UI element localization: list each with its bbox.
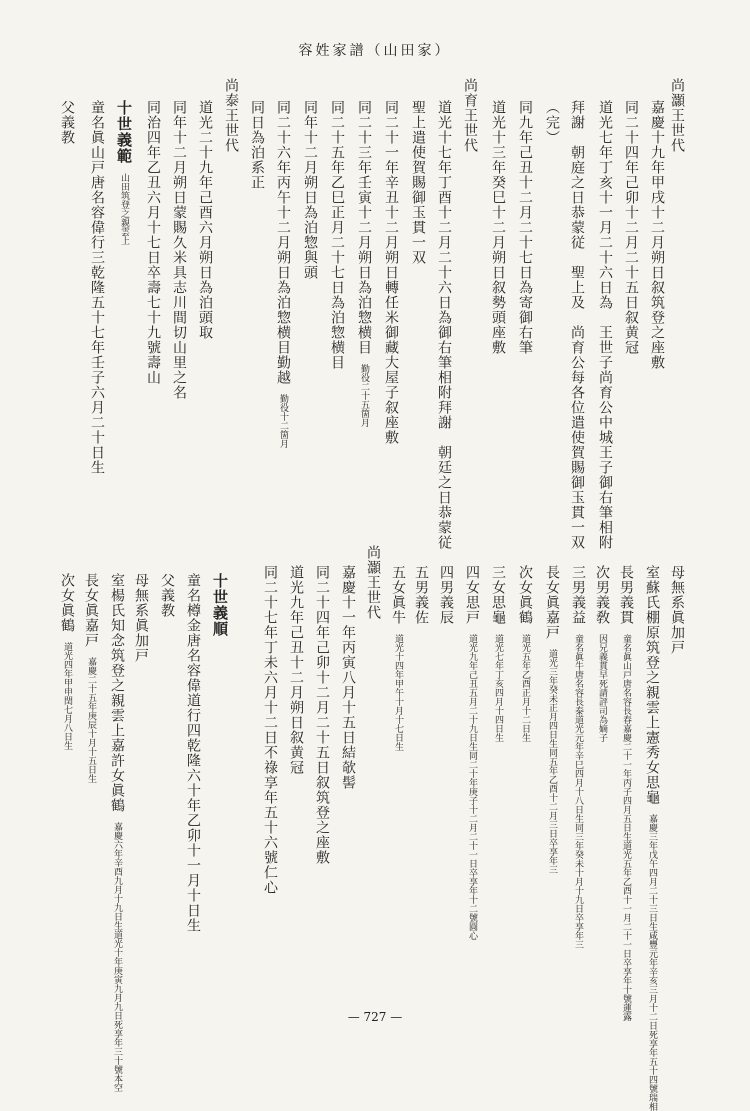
bottom-entry-text: 尚灝王世代 bbox=[365, 545, 381, 620]
top-column bbox=[90, 100, 104, 475]
bottom-entry-note: 因兄義貫早死請評司為嫡子 bbox=[597, 625, 607, 742]
bottom-entry-note: 道光四年甲申閏七月八日生 bbox=[62, 633, 72, 750]
top-entry-text: 道光七年丁亥十一月二十六日為 王世子尚育公中城王子御右筆相附 bbox=[597, 100, 613, 550]
bottom-column bbox=[160, 573, 174, 618]
bottom-column bbox=[186, 573, 200, 933]
bottom-entry-text: 同二十四年己卯十二月二十五日叙筑登之座敷 bbox=[314, 565, 330, 865]
top-entry-text: 十世義範 bbox=[115, 100, 133, 164]
bottom-entry-text: 童名樽金唐名容偉道行四乾隆六十年乙卯十一月十日生 bbox=[185, 573, 201, 933]
bottom-column bbox=[315, 565, 329, 865]
bottom-entry-note: 童名眞牛唐名容長泰道光元年辛巳四月十八日生同三年癸未十月十九日卒享年三 bbox=[573, 625, 583, 949]
top-column bbox=[146, 100, 160, 385]
bottom-entry-note: 嘉慶三年戊午四月二十三日生咸豐元年辛亥三月十二日死享年五十四號瑞相 bbox=[647, 805, 657, 1111]
top-entry-text: 同年十二月朔日為泊惣與頭 bbox=[302, 100, 318, 280]
bottom-entry-text: 長男義貫 bbox=[618, 565, 634, 625]
top-column bbox=[303, 100, 317, 280]
bottom-entry-text: 道光九年己丑十二月朔日叙黄冠 bbox=[288, 565, 304, 775]
bottom-column bbox=[465, 565, 479, 940]
top-entry-text: 同二十一年辛丑十二月朔日轉任米御藏大屋子叙座敷 bbox=[383, 100, 399, 445]
bottom-column bbox=[545, 565, 559, 874]
top-column bbox=[624, 100, 638, 355]
bottom-entry-text: 室蘇氏棚原筑登之親雲上憲秀女思龜 bbox=[644, 565, 660, 805]
top-column bbox=[250, 100, 264, 190]
top-column bbox=[437, 100, 451, 550]
top-entry-text: 尚灝王世代 bbox=[669, 78, 685, 153]
top-entry-text: 拜謝 朝庭之日恭蒙従 聖上及 尚育公每各位遣使賀賜御玉貫一双 bbox=[569, 100, 585, 550]
top-column bbox=[357, 100, 371, 427]
bottom-column bbox=[595, 565, 609, 742]
bottom-entry-text: 次男義敎 bbox=[594, 565, 610, 625]
bottom-column bbox=[212, 573, 227, 637]
top-entry-text: 聖上遣使賀賜御玉貫一双 bbox=[410, 100, 426, 265]
bottom-entry-text: 三男義益 bbox=[570, 565, 586, 625]
top-column bbox=[60, 100, 74, 145]
top-entry-text: 同年十二月朔日蒙賜久米具志川間切山里之名 bbox=[171, 100, 187, 400]
bottom-column bbox=[263, 565, 277, 895]
top-entry-text: 尚泰王世代 bbox=[223, 78, 239, 153]
bottom-entry-text: 室楊氏知念筑登之親雲上嘉許女眞鶴 bbox=[109, 573, 125, 813]
top-entry-text: 同二十四年己卯十二月二十五日叙黄冠 bbox=[623, 100, 639, 355]
top-column bbox=[518, 100, 532, 355]
top-column bbox=[198, 100, 212, 340]
top-entry-note: 山田筑登之親雲上 bbox=[119, 164, 129, 245]
bottom-entry-note: 道光七年丁亥四月十四日生 bbox=[493, 625, 503, 742]
bottom-entry-text: 次女眞鶴 bbox=[517, 565, 533, 625]
top-column bbox=[384, 100, 398, 445]
bottom-entry-note: 道光三年癸未正月四日生同五年乙酉十二月三日卒享年三 bbox=[547, 640, 557, 874]
page-number: — 727 — bbox=[347, 1010, 403, 1024]
bottom-entry-text: 母無系眞加戸 bbox=[669, 565, 685, 655]
top-entry-text: 同二十六年丙午十二月朔日為泊惣横目勤越 bbox=[275, 100, 291, 385]
top-entry-text: 同二十五年乙巳正月二十七日為泊惣横目 bbox=[329, 100, 345, 370]
bottom-entry-text: 同二十七年丁未六月十二日不祿享年五十六號仁心 bbox=[262, 565, 278, 895]
top-entry-text: 同治四年乙丑六月十七日卒壽七十九號壽山 bbox=[145, 100, 161, 385]
top-entry-text: 尚育王世代 bbox=[462, 78, 478, 153]
bottom-column bbox=[289, 565, 303, 775]
bottom-column bbox=[619, 565, 633, 1021]
bottom-entry-note: 嘉慶六年辛酉九月十九日生道光十年庚寅九月九日死享年三十號本空 bbox=[112, 813, 122, 1092]
top-column bbox=[570, 100, 584, 550]
top-column bbox=[598, 100, 612, 550]
bottom-entry-text: 四男義辰 bbox=[438, 565, 454, 625]
top-column bbox=[172, 100, 186, 400]
top-column bbox=[491, 100, 505, 355]
top-column bbox=[116, 100, 131, 245]
top-entry-text: 嘉慶十九年甲戌十二月朔日叙筑登之座敷 bbox=[649, 100, 665, 370]
bottom-entry-note: 道光十四年甲午十月十七日生 bbox=[393, 625, 403, 751]
top-column bbox=[463, 78, 477, 153]
bottom-column bbox=[491, 565, 505, 742]
bottom-entry-text: 次女眞鶴 bbox=[59, 573, 75, 633]
top-entry-text: 道光十三年癸巳十二月朔日叙勢頭座敷 bbox=[490, 100, 506, 355]
bottom-entry-text: 三女思龜 bbox=[490, 565, 506, 625]
top-column bbox=[545, 100, 559, 145]
bottom-entry-note: 嘉慶二十五年庚辰十月十五日生 bbox=[86, 648, 96, 783]
bottom-column bbox=[645, 565, 659, 1111]
top-entry-text: 同二十三年壬寅十二月朔日為泊惣横目 bbox=[356, 100, 372, 355]
bottom-entry-text: 父義教 bbox=[159, 573, 175, 618]
bottom-column bbox=[134, 573, 148, 663]
top-column bbox=[411, 100, 425, 265]
top-entry-text: 父義教 bbox=[59, 100, 75, 145]
bottom-entry-text: 五女眞牛 bbox=[390, 565, 406, 625]
bottom-column bbox=[518, 565, 532, 742]
top-column bbox=[650, 100, 664, 370]
top-entry-text: 道光十七年丁酉十二月二十六日為御右筆相附拜謝 朝廷之日恭蒙従 bbox=[436, 100, 452, 550]
bottom-entry-note: 童名眞山戸唐名容長春嘉慶二十一年丙子四月五日生道光五年乙酉十一月二十一日卒享年十號蓮露 bbox=[621, 625, 631, 1021]
bottom-column bbox=[341, 565, 355, 790]
bottom-column bbox=[439, 565, 453, 625]
top-column bbox=[330, 100, 344, 370]
top-entry-note: 勤役二十五箇月 bbox=[359, 355, 369, 427]
bottom-column bbox=[414, 565, 428, 625]
top-entry-text: 同日為泊系正 bbox=[249, 100, 265, 190]
page-header: 容姓家譜（山田家） bbox=[298, 43, 452, 59]
bottom-column bbox=[366, 545, 380, 620]
bottom-column bbox=[60, 573, 74, 750]
top-column bbox=[670, 78, 684, 153]
bottom-entry-text: 五男義佐 bbox=[413, 565, 429, 625]
bottom-entry-note: 道光五年乙酉正月十二日生 bbox=[520, 625, 530, 742]
bottom-entry-note: 道光九年己丑五月二十九日生同二十年庚子十二月二十一日卒享年十二號圓心 bbox=[467, 625, 477, 940]
bottom-column bbox=[391, 565, 405, 751]
bottom-entry-text: 母無系眞加戸 bbox=[133, 573, 149, 663]
bottom-entry-text: 嘉慶十一年丙寅八月十五日結欹髻 bbox=[340, 565, 356, 790]
top-entry-text: 道光二十九年己酉六月朔日為泊頭取 bbox=[197, 100, 213, 340]
top-entry-text: （完） bbox=[544, 100, 560, 145]
bottom-entry-text: 四女思戸 bbox=[464, 565, 480, 625]
top-entry-note: 勤役十二箇月 bbox=[278, 385, 288, 448]
top-column bbox=[276, 100, 290, 448]
bottom-entry-text: 長女眞嘉戸 bbox=[83, 573, 99, 648]
bottom-column bbox=[84, 573, 98, 783]
top-column bbox=[224, 78, 238, 153]
top-entry-text: 童名眞山戸唐名容偉行三乾隆五十七年壬子六月二十日生 bbox=[89, 100, 105, 475]
bottom-column bbox=[670, 565, 684, 655]
bottom-entry-text: 十世義順 bbox=[211, 573, 229, 637]
top-entry-text: 同九年己丑十二月二十七日為寄御右筆 bbox=[517, 100, 533, 355]
bottom-column bbox=[571, 565, 585, 949]
bottom-entry-text: 長女眞嘉戸 bbox=[544, 565, 560, 640]
